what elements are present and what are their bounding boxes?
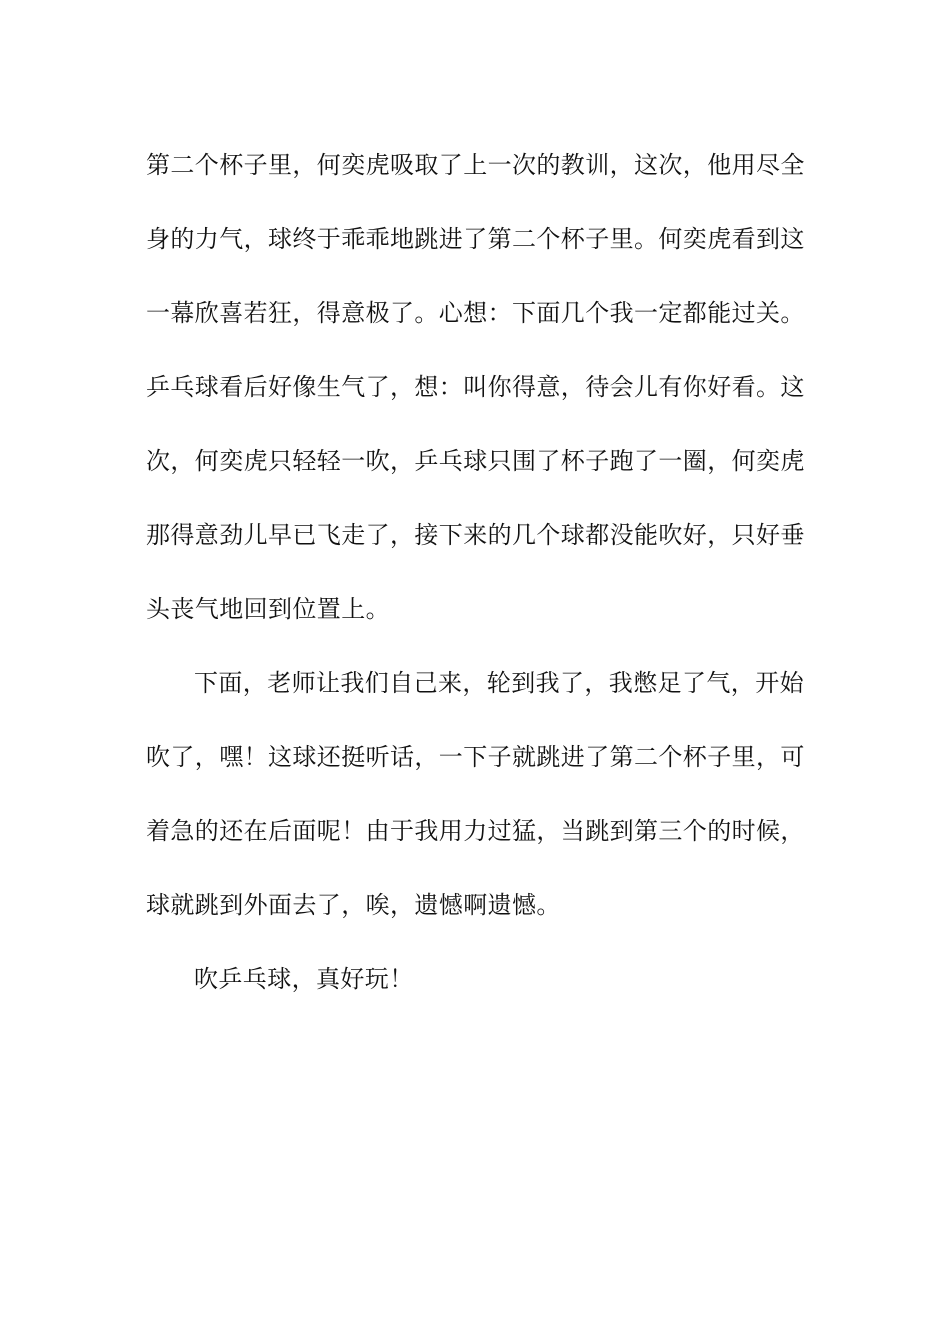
paragraph-start-line: 下面，老师让我们自己来，轮到我了，我憋足了气，开始 bbox=[194, 669, 804, 697]
text-line: 次，何奕虎只轻轻一吹，乒乓球只围了杯子跑了一圈，何奕虎 bbox=[146, 447, 805, 475]
text-line: 乒乓球看后好像生气了，想：叫你得意，待会儿有你好看。这 bbox=[146, 373, 805, 401]
text-line: 球就跳到外面去了，唉，遗憾啊遗憾。 bbox=[146, 891, 561, 919]
closing-line: 吹乒乓球，真好玩！ bbox=[194, 965, 414, 993]
text-line: 第二个杯子里，何奕虎吸取了上一次的教训，这次，他用尽全 bbox=[146, 151, 805, 179]
text-line: 吹了，嘿！这球还挺听话，一下子就跳进了第二个杯子里，可 bbox=[146, 743, 805, 771]
text-line: 着急的还在后面呢！由于我用力过猛，当跳到第三个的时候， bbox=[146, 817, 805, 845]
body-text bbox=[146, 128, 806, 1016]
text-line: 头丧气地回到位置上。 bbox=[146, 595, 390, 623]
text-line: 一幕欣喜若狂，得意极了。心想：下面几个我一定都能过关。 bbox=[146, 299, 805, 327]
text-line: 身的力气，球终于乖乖地跳进了第二个杯子里。何奕虎看到这 bbox=[146, 225, 805, 253]
text-line: 那得意劲儿早已飞走了，接下来的几个球都没能吹好，只好垂 bbox=[146, 521, 805, 549]
